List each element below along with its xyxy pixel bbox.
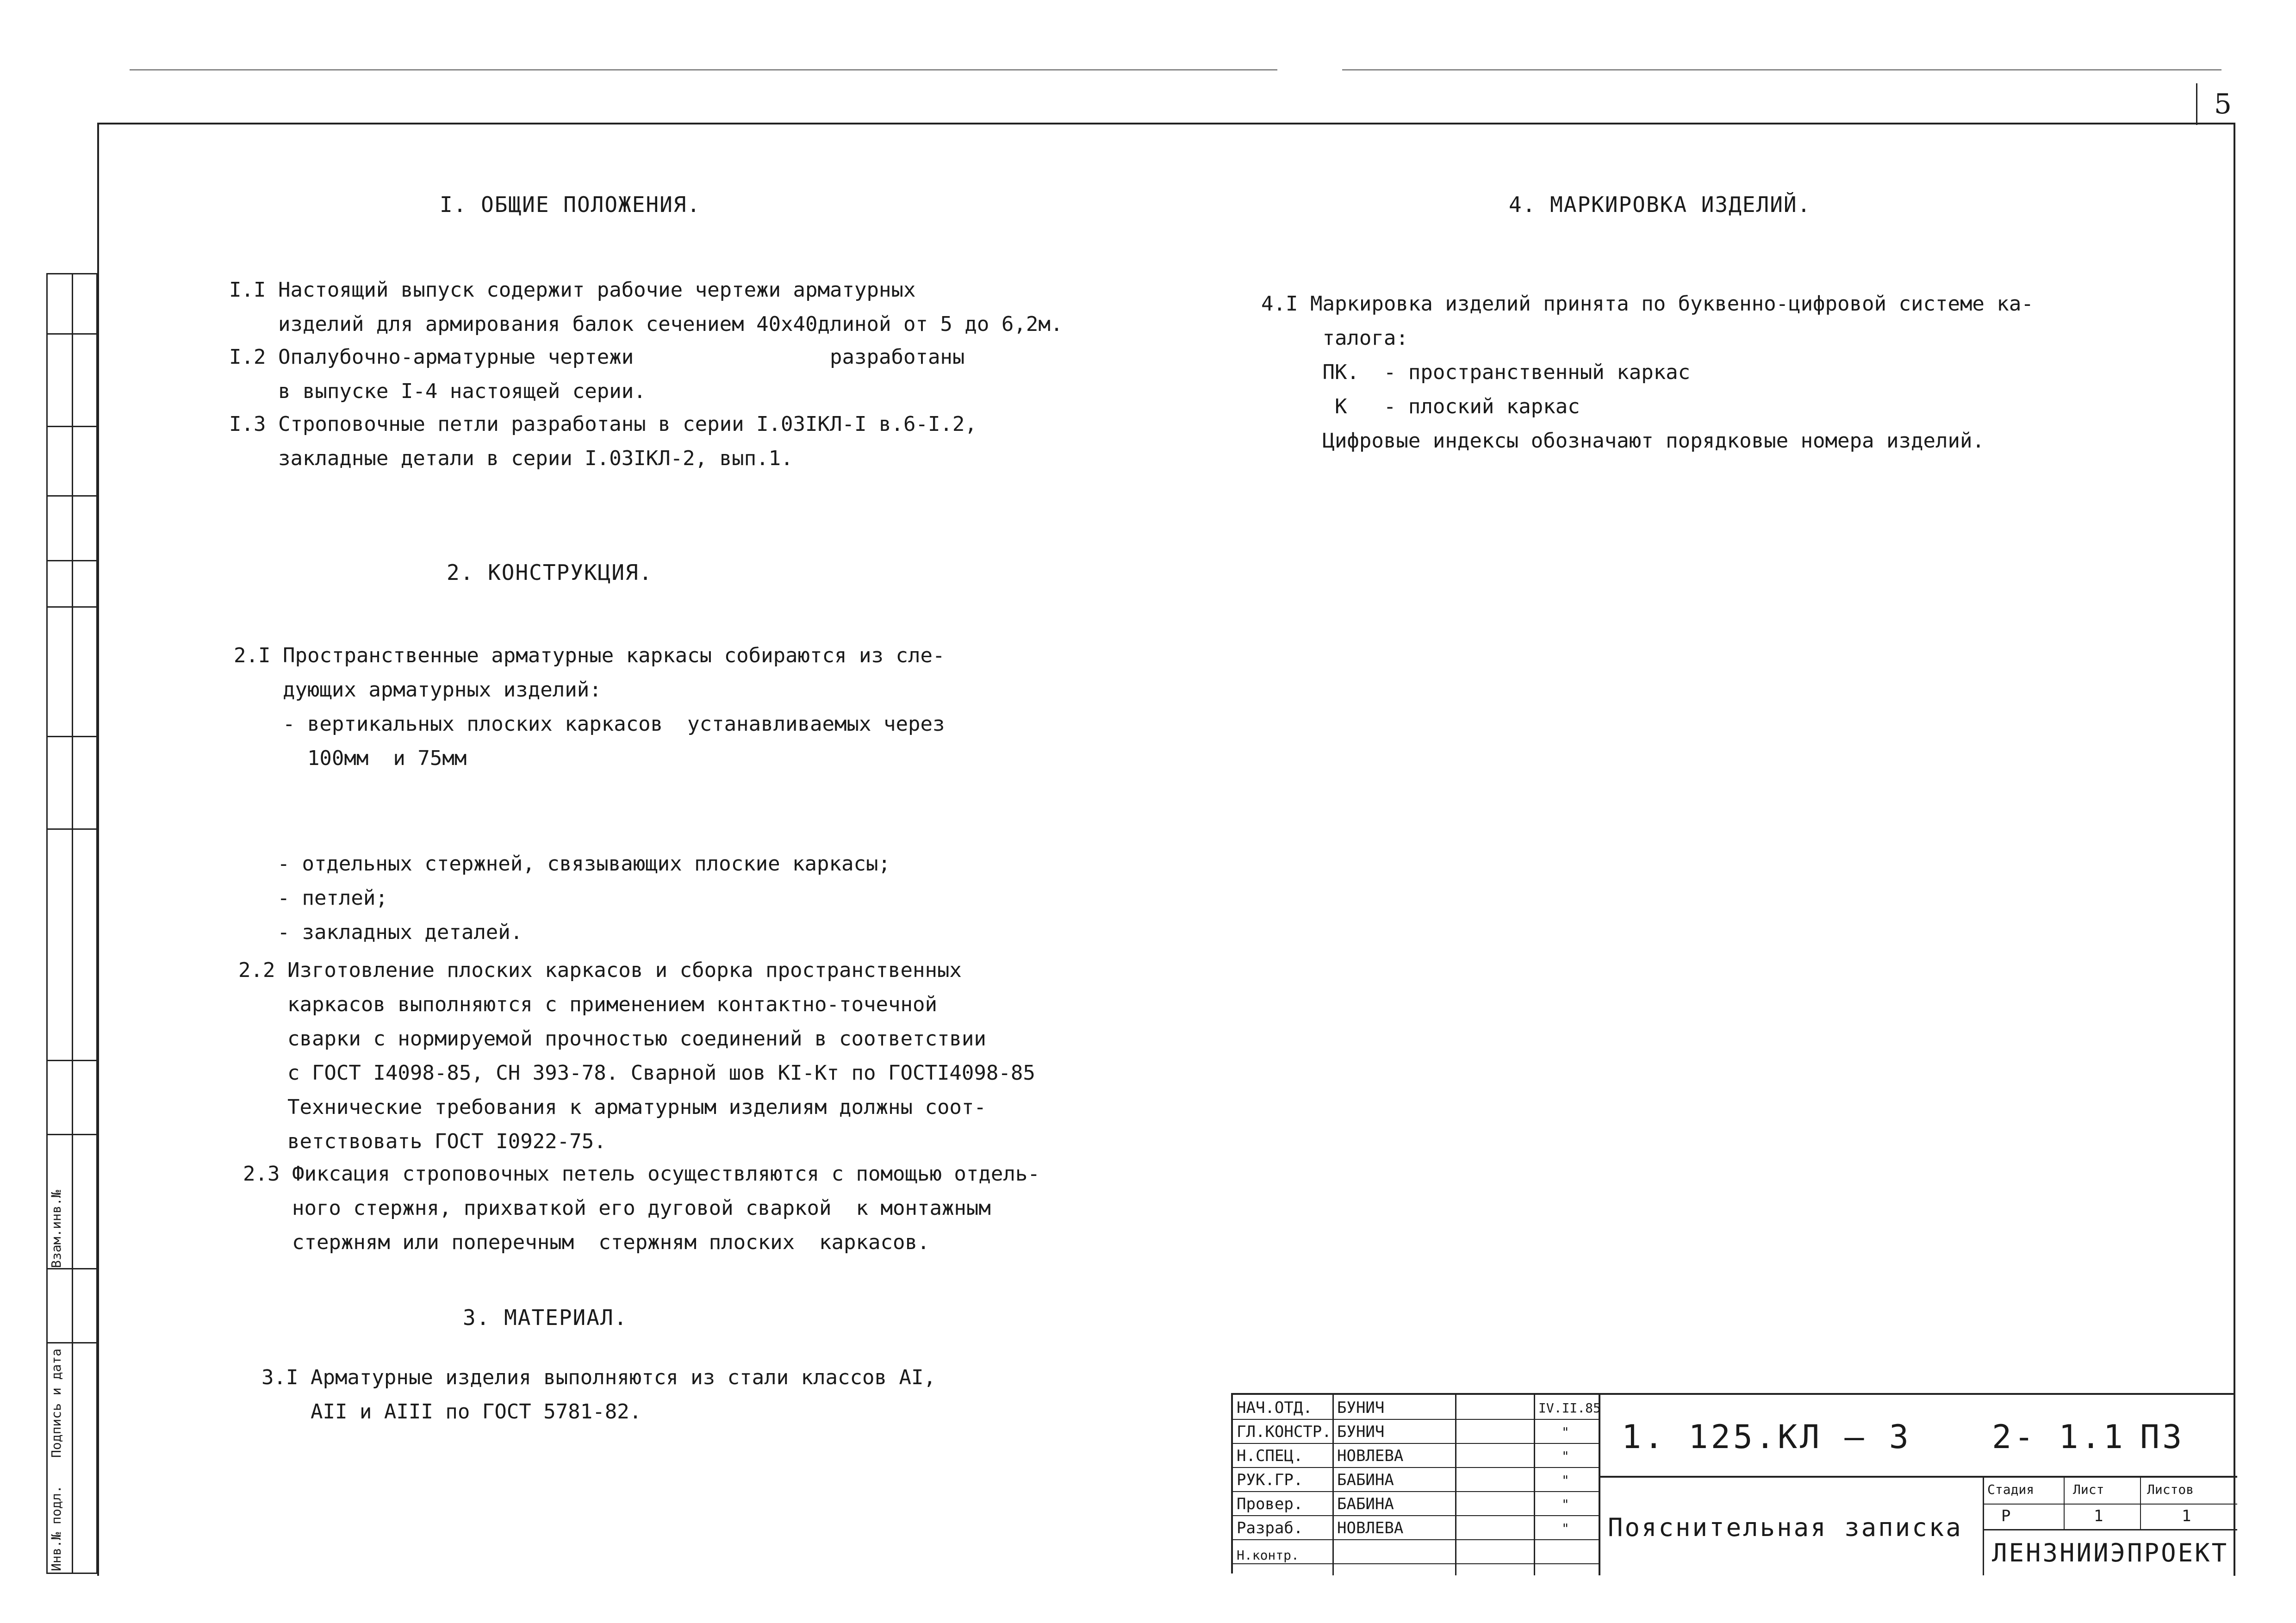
paragraph-4-1: 4.I Маркировка изделий принята по буквенно-цифровой системе ка- талога: ПК. - пространственный каркас К - плоский каркас Цифровые индексы обозначают порядковые номера изделий. xyxy=(1261,292,2034,453)
sig-name-2: НОВЛЕВА xyxy=(1337,1447,1404,1465)
doc-title: Пояснительная записка xyxy=(1608,1513,1963,1542)
stage-header: Стадия xyxy=(1987,1482,2035,1497)
paragraph-3-1: 3.I Арматурные изделия выполняются из стали классов АI, АII и АIII по ГОСТ 5781-82. xyxy=(261,1366,936,1424)
sig-role-4: Провер. xyxy=(1237,1495,1303,1513)
sig-date-4: " xyxy=(1562,1497,1569,1512)
paragraph-1-3: I.3 Строповочные петли разработаны в серии I.03IКЛ-I в.6-I.2, закладные детали в серии I.03IКЛ-2, вып.1. xyxy=(229,412,977,470)
sheets-header: Листов xyxy=(2147,1482,2194,1497)
sig-name-1: БУНИЧ xyxy=(1337,1423,1385,1441)
sig-name-5: НОВЛЕВА xyxy=(1337,1519,1404,1537)
paragraph-2-1: 2.I Пространственные арматурные каркасы собираются из сле- дующих арматурных изделий: - вертикальных плоских каркасов устанавливаемых через 100мм и 75мм xyxy=(234,644,945,770)
paragraph-2-1-list: - отдельных стержней, связывающих плоские каркасы; - петлей; - закладных деталей. xyxy=(277,852,890,944)
sig-name-4: БАБИНА xyxy=(1337,1495,1394,1513)
sig-name-3: БАБИНА xyxy=(1337,1471,1394,1489)
paragraph-1-2: I.2 Опалубочно-арматурные чертежи разработаны в выпуске I-4 настоящей серии. xyxy=(229,345,965,403)
doc-code-sheet: 2- 1.1 xyxy=(1992,1418,2126,1456)
top-scan-line-right xyxy=(1342,69,2221,70)
section-2-heading: 2. КОНСТРУКЦИЯ. xyxy=(447,560,653,585)
organization-name: ЛЕНЗНИИЭПРОЕКТ xyxy=(1992,1538,2229,1567)
paragraph-2-3: 2.3 Фиксация строповочных петель осуществляются с помощью отдель- ного стержня, прихваткой его дуговой сваркой к монтажным стержням или поперечным стержням плоских каркасов. xyxy=(243,1162,1040,1254)
sig-date-2: " xyxy=(1562,1449,1569,1464)
section-1-heading: I. ОБЩИЕ ПОЛОЖЕНИЯ. xyxy=(440,192,701,217)
sig-date-5: " xyxy=(1562,1521,1569,1536)
sheet-number: 5 xyxy=(2196,83,2248,125)
sig-date-3: " xyxy=(1562,1473,1569,1488)
sheet-value: 1 xyxy=(2094,1507,2103,1525)
paragraph-2-2: 2.2 Изготовление плоских каркасов и сборка пространственных каркасов выполняются с применением контактно-точечной сварки с нормируемой прочностью соединений в соответствии с ГОСТ I4098-85, СН 393-78. Сварной шов КI-Кт по ГОСТI4098-85 Технические требования к арматурным изделиям должны соот- ветствовать ГОСТ I0922-75. xyxy=(238,958,1035,1153)
sig-role-2: Н.СПЕЦ. xyxy=(1237,1447,1303,1465)
sig-role-5: Разраб. xyxy=(1237,1519,1303,1537)
section-4-heading: 4. МАРКИРОВКА ИЗДЕЛИЙ. xyxy=(1509,192,1811,217)
sheet-header: Лист xyxy=(2073,1482,2104,1497)
doc-code-type: ПЗ xyxy=(2140,1418,2185,1456)
stage-value: Р xyxy=(2001,1507,2011,1525)
section-3-heading: 3. МАТЕРИАЛ. xyxy=(463,1305,628,1330)
top-scan-line xyxy=(130,69,1277,70)
sig-date-0: IV.II.85 xyxy=(1538,1400,1601,1416)
sig-role-0: НАЧ.ОТД. xyxy=(1237,1399,1313,1417)
sig-role-3: РУК.ГР. xyxy=(1237,1471,1303,1489)
sig-role-1: ГЛ.КОНСТР. xyxy=(1237,1423,1332,1441)
doc-code: 1. 125.КЛ – 3 xyxy=(1622,1418,1911,1456)
side-label-signature: Подпись и дата xyxy=(49,1348,64,1458)
sheets-value: 1 xyxy=(2182,1507,2191,1525)
title-block xyxy=(1231,1393,2235,1573)
sig-role-6: Н.контр. xyxy=(1237,1548,1299,1563)
sig-name-0: БУНИЧ xyxy=(1337,1399,1385,1417)
sig-date-1: " xyxy=(1562,1424,1569,1440)
side-label-inv: Инв.№ подл. xyxy=(49,1485,64,1571)
side-label-replace: Взам.инв.№ xyxy=(49,1190,64,1268)
paragraph-1-1: I.I Настоящий выпуск содержит рабочие чертежи арматурных изделий для армирования балок сечением 40х40длиной от 5 до 6,2м. xyxy=(229,278,1063,336)
